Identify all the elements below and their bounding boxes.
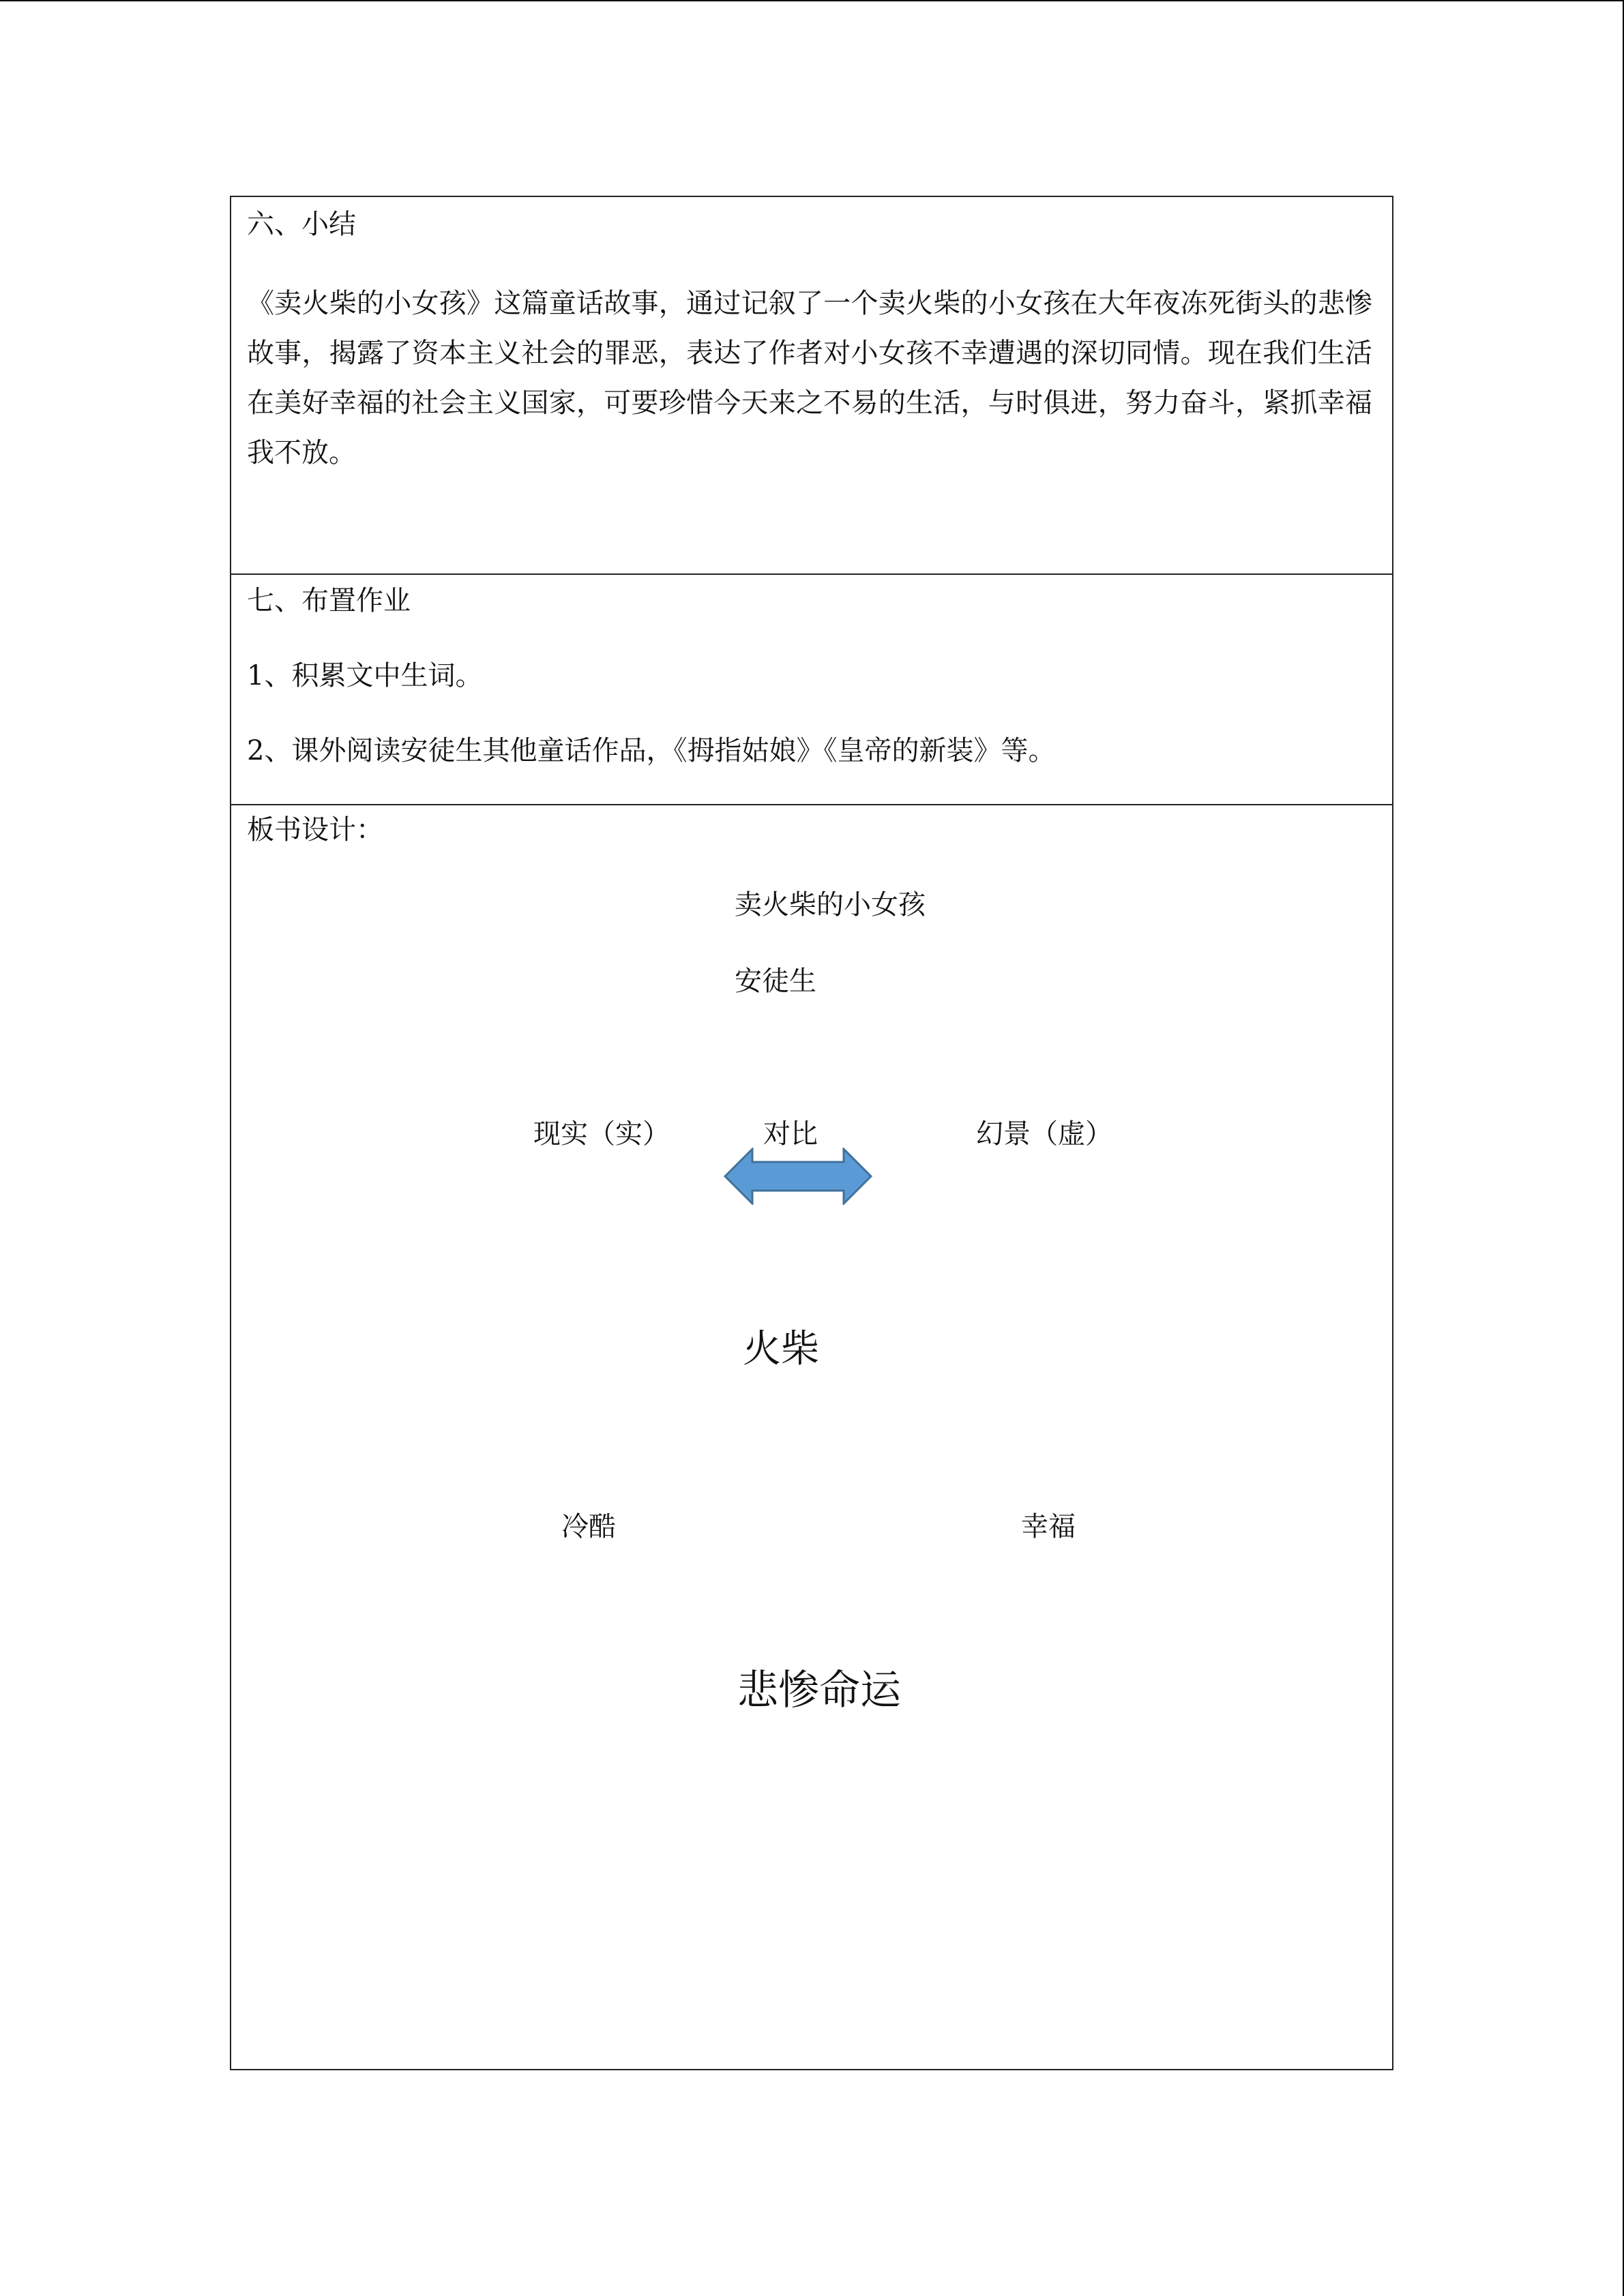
homework-item-1: 1、积累文中生词。 <box>247 660 483 691</box>
homework-item-2: 2、课外阅读安徒生其他童话作品，《拇指姑娘》《皇帝的新装》等。 <box>247 735 1056 766</box>
board-fate-word: 悲惨命运 <box>737 1667 901 1714</box>
board-happy-word: 幸福 <box>1021 1511 1076 1542</box>
board-fantasy-label: 幻景（虚） <box>976 1118 1112 1150</box>
board-title: 卖火柴的小女孩 <box>735 889 926 921</box>
double-arrow-icon <box>724 1148 872 1205</box>
summary-heading: 六、小结 <box>247 209 356 240</box>
board-heading: 板书设计： <box>247 814 383 846</box>
board-contrast-label: 对比 <box>763 1118 818 1150</box>
board-cold-word: 冷酷 <box>561 1511 616 1542</box>
lesson-table <box>230 196 1393 2070</box>
table-divider-1 <box>231 573 1392 575</box>
page-top-edge <box>0 0 1624 1</box>
board-core-word: 火柴 <box>743 1327 819 1371</box>
summary-paragraph: 《卖火柴的小女孩》这篇童话故事，通过记叙了一个卖火柴的小女孩在大年夜冻死街头的悲惨故事，揭露了资本主义社会的罪恶，表达了作者对小女孩不幸遭遇的深切同情。现在我们生活在美好幸福的社会主义国家，可要珍惜今天来之不易的生活，与时俱进，努力奋斗，紧抓幸福我不放。 <box>247 288 1372 468</box>
board-author: 安徒生 <box>735 966 816 997</box>
homework-heading: 七、布置作业 <box>247 585 411 616</box>
table-divider-2 <box>231 804 1392 805</box>
board-reality-label: 现实（实） <box>533 1118 670 1150</box>
